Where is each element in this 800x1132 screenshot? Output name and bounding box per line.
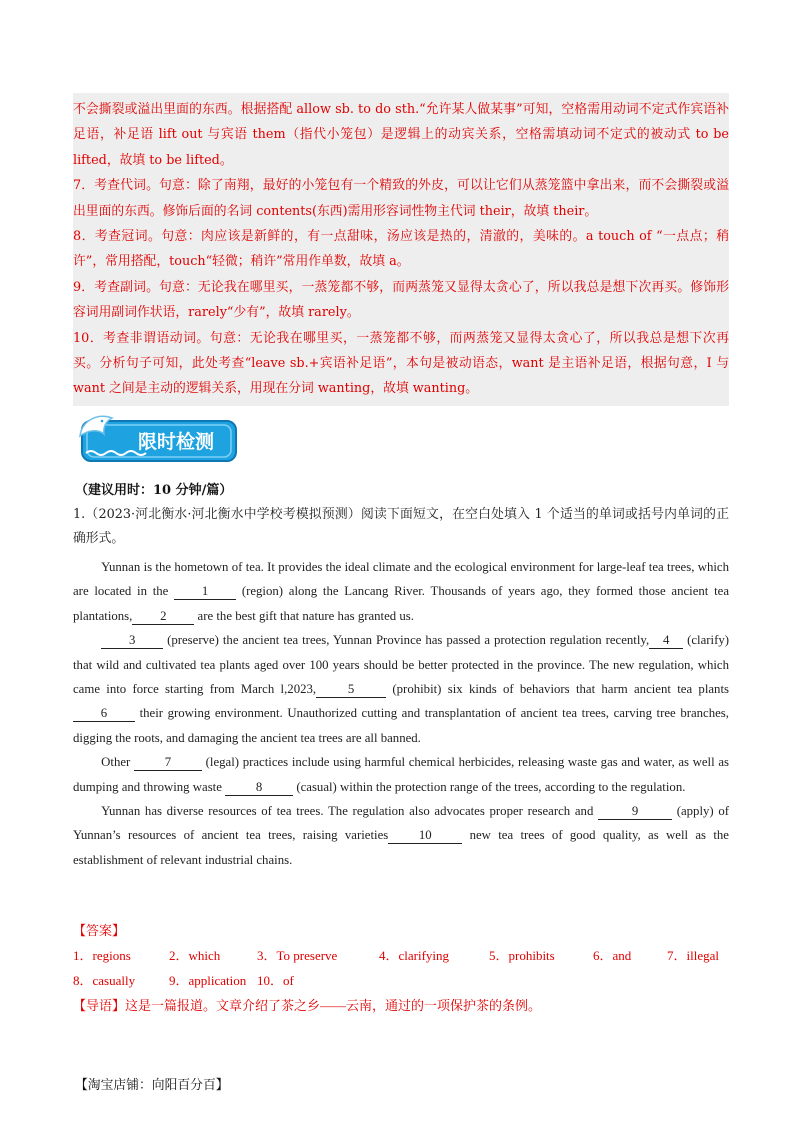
blank-7[interactable]: 7 [134, 754, 202, 771]
passage-paragraph-3: Other 7 (legal) practices include using harmful chemical herbicides, releasing waste gas and water, as well as dumping and throwing waste 8 (casual) within the protection range of the trees, according to the regulation. [73, 755, 729, 794]
answer-section [73, 918, 729, 1018]
answer-item: 10．of [257, 973, 294, 988]
answer-guide: 【导语】这是一篇报道。文章介绍了茶之乡——云南，通过的一项保护茶的条例。 [73, 998, 542, 1013]
badge-title: 限时检测 [137, 431, 215, 453]
answer-item: 4．clarifying [379, 948, 450, 963]
blank-8[interactable]: 8 [225, 779, 293, 796]
explanation-intro: 不会撕裂或溢出里面的东西。根据搭配 allow sb. to do sth.“允许某人做某事”可知，空格需用动词不定式作宾语补足语，补足语 lift out 与宾语 them（指代小笼包）是逻辑上的动宾关系，空格需填动词不定式的被动式 to be lifted，故填 to be lifted。 [73, 102, 729, 168]
answer-item: 6．and [593, 948, 632, 963]
blank-2[interactable]: 2 [132, 608, 194, 625]
blank-5[interactable]: 5 [316, 681, 386, 698]
blank-4[interactable]: 4 [649, 632, 683, 649]
passage-paragraph-2: 3 (preserve) the ancient tea trees, Yunnan Province has passed a protection regulation recently, 4 (clarify) that wild and cultivated tea plants aged over 100 years should be better protected in the province. The new regulation, which came into force starting from March l,2023, 5 (prohibit) six kinds of behaviors that harm ancient tea plants 6 their growing environment. Unauthorized cutting and transplantation of ancient tea trees, carving tree branches, digging the roots, and damaging the ancient tea trees are all banned. [73, 633, 729, 745]
explanation-item-7: 7．考查代词。句意：除了南翔，最好的小笼包有一个精致的外皮，可以让它们从蒸笼篮中拿出来，而不会撕裂或溢出里面的东西。修饰后面的名词 contents(东西)需用形容词性物主代词 their，故填 their。 [73, 178, 729, 219]
answer-item: 7．illegal [667, 948, 719, 963]
reading-passage [73, 555, 729, 872]
suggested-time: （建议用时：10 分钟/篇） [75, 483, 233, 498]
answer-item: 8．casually [73, 973, 136, 988]
badge-graphic [76, 412, 240, 466]
blank-10[interactable]: 10 [388, 827, 462, 844]
blank-3[interactable]: 3 [101, 632, 163, 649]
answer-label: 【答案】 [73, 923, 126, 938]
answer-item: 5．prohibits [489, 948, 555, 963]
answer-item: 1．regions [73, 948, 131, 963]
blank-9[interactable]: 9 [598, 803, 672, 820]
answer-item: 9．application [169, 973, 247, 988]
answer-item: 3．To preserve [257, 948, 338, 963]
passage-paragraph-1: Yunnan is the hometown of tea. It provides the ideal climate and the ecological environment for large-leaf tea trees, which are located in the 1 (region) along the Lancang River. Thousands of years ago, they formed those ancient tea plantations, 2 are the best gift that nature has granted us. [73, 560, 730, 623]
explanation-block [73, 93, 729, 406]
blank-1[interactable]: 1 [174, 583, 236, 600]
blank-6[interactable]: 6 [73, 705, 135, 722]
explanation-item-10: 10．考查非谓语动词。句意：无论我在哪里买，一蒸笼都不够，而两蒸笼又显得太贪心了，所以我总是想下次再买。分析句子可知，此处考查“leave sb.+宾语补足语”，本句是被动语态，want 是主语补足语，根据句意，I 与 want 之间是主动的逻辑关系，用现在分词 wanting，故填 wanting。 [73, 330, 729, 397]
passage-paragraph-4: Yunnan has diverse resources of tea trees. The regulation also advocates proper research and 9 (apply) of Yunnan’s resources of ancient tea trees, raising varieties 10 new tea trees of good quality, as well as the establishment of relevant industrial chains. [73, 804, 729, 867]
footer-shop-label: 【淘宝店铺：向阳百分百】 [75, 1078, 229, 1093]
question-header: 1.（2023·河北衡水·河北衡水中学校考模拟预测）阅读下面短文，在空白处填入 1 个适当的单词或括号内单词的正确形式。 [73, 507, 729, 546]
answer-item: 2．which [169, 948, 221, 963]
explanation-item-9: 9．考查副词。句意：无论我在哪里买，一蒸笼都不够，而两蒸笼又显得太贪心了，所以我总是想下次再买。修饰形容词用副词作状语，rarely“少有”，故填 rarely。 [73, 279, 729, 321]
explanation-item-8: 8．考查冠词。句意：肉应该是新鲜的，有一点甜味，汤应该是热的，清澈的，美味的。a touch of “一点点；稍许”，常用搭配，touch“轻微；稍许”常用作单数，故填 a。 [73, 229, 729, 270]
section-badge [76, 412, 240, 466]
